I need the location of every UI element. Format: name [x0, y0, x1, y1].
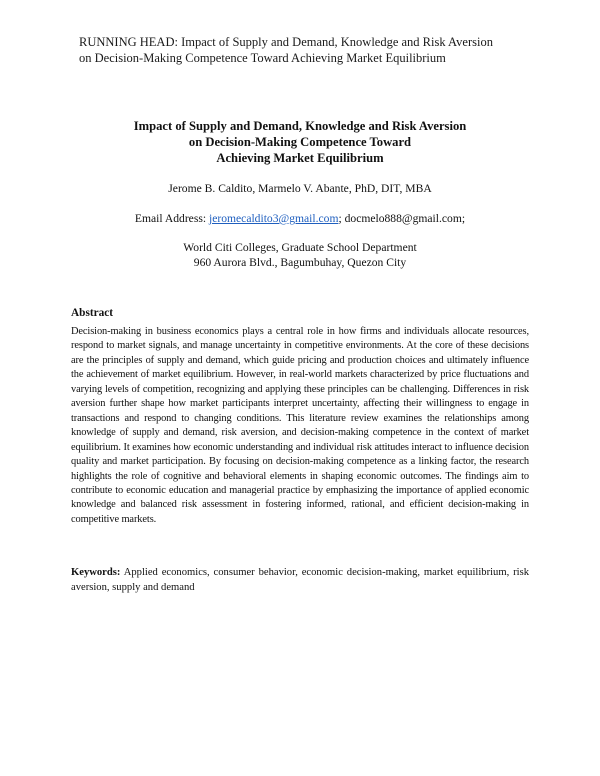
affiliation — [0, 240, 600, 270]
keywords-section — [71, 566, 529, 595]
title-line-2: on Decision-Making Competence Toward — [188, 135, 412, 149]
title-line-1: Impact of Supply and Demand, Knowledge and Risk Aversion — [133, 119, 467, 133]
title-line-3: Achieving Market Equilibrium — [216, 151, 384, 165]
author-list: Jerome B. Caldito, Marmelo V. Abante, PhD, DIT, MBA — [168, 182, 432, 195]
affiliation-address: 960 Aurora Blvd., Bagumbuhay, Quezon City — [193, 256, 407, 269]
affiliation-institution: World Citi Colleges, Graduate School Department — [183, 241, 417, 254]
abstract-heading: Abstract — [71, 307, 114, 319]
paper-title — [0, 118, 600, 166]
email-secondary: docmelo888@gmail.com; — [344, 212, 466, 225]
keywords-label: Keywords: — [71, 567, 121, 578]
email-line — [0, 211, 600, 226]
keywords-text: Applied economics, consumer behavior, economic decision-making, market equilibrium, risk aversion, supply and demand — [71, 567, 529, 593]
running-head: RUNNING HEAD: Impact of Supply and Demand, Knowledge and Risk Aversion on Decision-Making Competence Toward Achieving Market Equilibrium — [79, 35, 493, 65]
email-link-primary[interactable]: jeromecaldito3@gmail.com — [208, 212, 339, 225]
email-separator: ; — [338, 212, 345, 225]
email-label: Email Address: — [134, 212, 209, 225]
abstract-body: Decision-making in business economics plays a central role in how firms and individuals allocate resources, respond to market signals, and manage uncertainty in competitive environments. At the core of these decisions are the principles of supply and demand, which guide pricing and production choices and ultimately influence the achievement of market equilibrium. However, in real-world markets characterized by price fluctuations and varying levels of competition, recognizing and applying these principles can be challenging. Differences in risk aversion further shape how market participants interpret uncertainty, affecting their willingness to engage in transactions and respond to changing conditions. This literature review examines the relationships among knowledge of supply and demand, risk aversion, and decision-making competence in the context of market equilibrium. It examines how economic understanding and individual risk attitudes interact to influence decision quality and market participation. By focusing on decision-making competence as a linking factor, the research highlights the role of cognitive and behavioral elements in shaping economic outcomes. The findings aim to contribute to economic education and managerial practice by emphasizing the importance of applied economic knowledge and balanced risk assessment in fostering informed, rational, and efficient decision-making in competitive markets. — [71, 326, 529, 525]
